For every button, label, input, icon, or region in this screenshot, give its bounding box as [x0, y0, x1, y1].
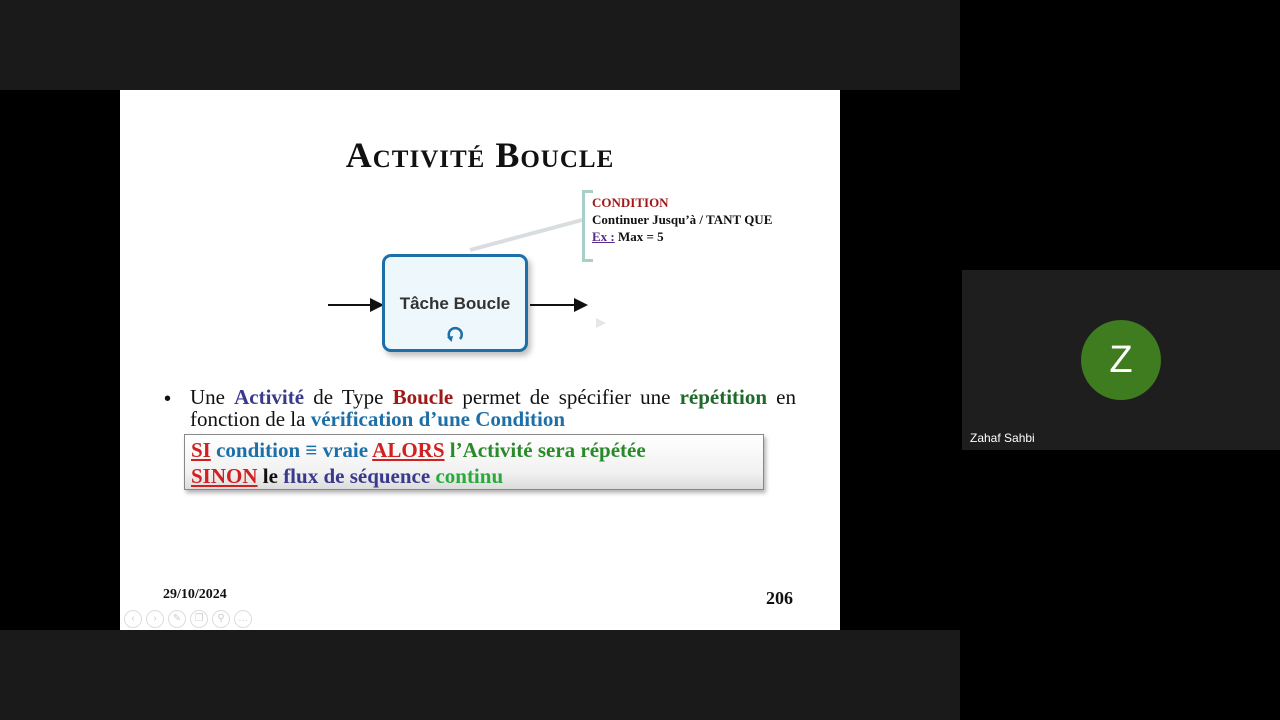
text-segment: Une	[190, 385, 235, 409]
example-label: Ex :	[592, 229, 615, 244]
slide-title: Activité Boucle	[345, 135, 615, 175]
text-flux: flux de séquence	[283, 464, 436, 488]
more-icon[interactable]: …	[234, 610, 252, 628]
loop-icon	[445, 325, 465, 345]
text-segment: en fonction de la	[190, 385, 796, 431]
text-condition: condition ≡ vraie	[210, 438, 373, 462]
next-icon[interactable]: ›	[146, 610, 164, 628]
text-continu: continu	[435, 464, 504, 488]
prev-icon[interactable]: ‹	[124, 610, 142, 628]
slide-date: 29/10/2024	[163, 587, 227, 602]
keyword-boucle: Boucle	[392, 385, 454, 409]
connector-line	[120, 90, 840, 630]
keyword-si: SI	[191, 438, 211, 462]
bullet-text	[190, 386, 796, 430]
rule-box	[184, 434, 764, 490]
example-value: Max = 5	[614, 229, 664, 244]
stage-bottom-bar	[0, 630, 960, 720]
avatar: Z	[1081, 320, 1161, 400]
stage-top-bar	[0, 0, 960, 90]
outgoing-arrow	[530, 295, 592, 315]
text-activity-repeated: l’Activité sera répétée	[444, 438, 646, 462]
slide-controls	[124, 610, 252, 628]
pen-icon[interactable]: ✎	[168, 610, 186, 628]
shared-slide	[120, 90, 840, 630]
text-segment: permet de spécifier une	[453, 385, 680, 409]
text-le: le	[257, 464, 284, 488]
bullet-dot: •	[164, 388, 172, 410]
keyword-alors: ALORS	[372, 438, 445, 462]
slide-page-number: 206	[766, 588, 793, 608]
condition-annotation	[592, 194, 772, 245]
loop-task-box	[382, 254, 528, 352]
keyword-activite: Activité	[234, 385, 305, 409]
incoming-arrow	[328, 295, 386, 315]
task-label: Tâche Boucle	[399, 294, 511, 313]
participant-tile[interactable]	[962, 270, 1280, 450]
condition-line: Continuer Jusqu’à / TANT QUE	[592, 212, 773, 227]
keyword-sinon: SINON	[191, 464, 258, 488]
text-segment: de Type	[304, 385, 393, 409]
zoom-icon[interactable]: ⚲	[212, 610, 230, 628]
condition-heading: CONDITION	[592, 195, 669, 210]
copy-icon[interactable]: ❐	[190, 610, 208, 628]
keyword-repetition: répétition	[679, 385, 768, 409]
participant-name: Zahaf Sahbi	[970, 431, 1035, 445]
keyword-verification: vérification d’une Condition	[310, 407, 566, 431]
